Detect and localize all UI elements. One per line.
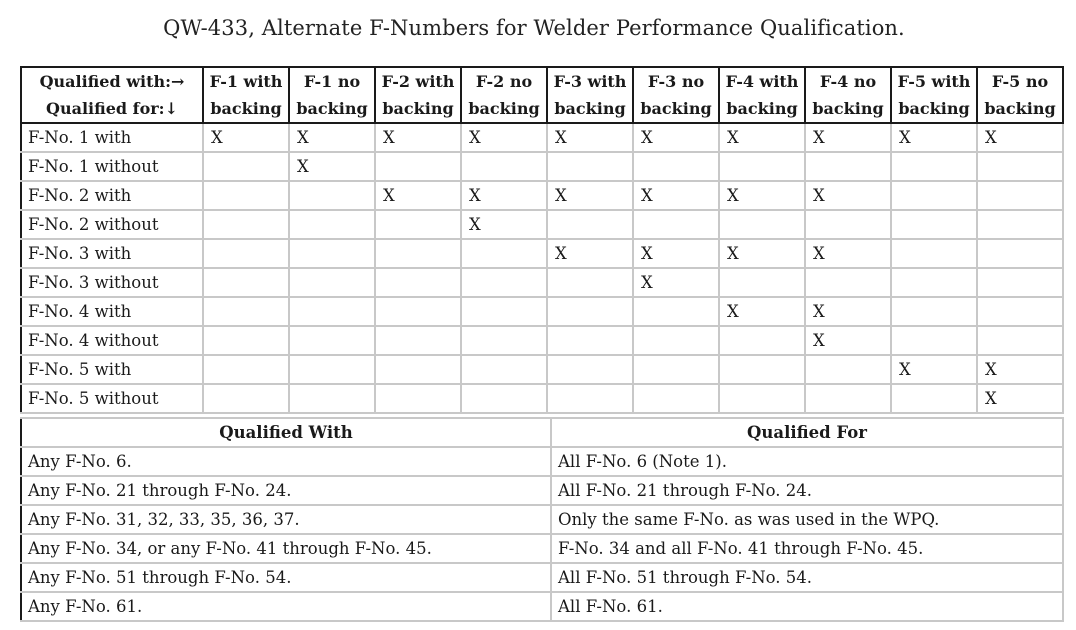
qualification-cell	[547, 355, 633, 384]
column-header	[719, 67, 805, 123]
qualified-for-cell: All F-No. 61.	[551, 592, 1063, 621]
page-title: QW-433, Alternate F-Numbers for Welder Performance Qualification.	[163, 16, 905, 40]
qualification-cell	[891, 152, 977, 181]
qualification-cell	[461, 268, 547, 297]
column-header	[977, 67, 1063, 123]
qualified-for-cell: All F-No. 6 (Note 1).	[551, 447, 1063, 476]
column-header-line2: backing	[984, 99, 1056, 118]
qualification-cell	[891, 181, 977, 210]
qualification-matrix-table	[20, 66, 1064, 414]
matrix-row	[21, 123, 1063, 152]
qualification-cell: X	[891, 355, 977, 384]
qualification-cell	[203, 181, 289, 210]
qualification-cell	[289, 297, 375, 326]
qualification-cell	[633, 210, 719, 239]
qualification-cell: X	[633, 239, 719, 268]
qualification-cell: X	[977, 384, 1063, 413]
alternate-f-numbers-table	[20, 417, 1064, 622]
alternate-row	[21, 592, 1063, 621]
qualification-cell: X	[977, 123, 1063, 152]
qualification-cell	[977, 268, 1063, 297]
matrix-row	[21, 355, 1063, 384]
qualification-cell	[891, 326, 977, 355]
qualification-cell	[719, 268, 805, 297]
qualification-cell: X	[547, 239, 633, 268]
qualification-cell: X	[719, 239, 805, 268]
alternate-row	[21, 563, 1063, 592]
corner-qualified-with: Qualified with:→	[39, 72, 185, 91]
qualification-cell	[891, 384, 977, 413]
column-header	[891, 67, 977, 123]
qualification-cell: X	[289, 152, 375, 181]
qualification-cell	[203, 384, 289, 413]
qualification-cell	[461, 152, 547, 181]
column-header	[203, 67, 289, 123]
qualification-cell: X	[203, 123, 289, 152]
qualified-with-cell: Any F-No. 21 through F-No. 24.	[21, 476, 551, 505]
qualification-cell	[203, 355, 289, 384]
column-header-line1: F-2 with	[381, 72, 455, 91]
qualification-cell: X	[633, 268, 719, 297]
matrix-row	[21, 239, 1063, 268]
qualification-cell	[375, 297, 461, 326]
qualification-cell	[203, 326, 289, 355]
row-label: F-No. 4 without	[21, 326, 203, 355]
matrix-row	[21, 268, 1063, 297]
qualification-cell	[461, 239, 547, 268]
qualification-cell	[289, 210, 375, 239]
qualification-cell: X	[375, 181, 461, 210]
qualification-cell	[289, 239, 375, 268]
qualification-cell: X	[719, 297, 805, 326]
column-header	[461, 67, 547, 123]
qualification-cell	[375, 355, 461, 384]
column-header-line1: F-4 no	[819, 72, 877, 91]
qualification-cell	[547, 152, 633, 181]
qualification-cell	[375, 152, 461, 181]
row-label: F-No. 2 with	[21, 181, 203, 210]
qualified-for-cell: All F-No. 21 through F-No. 24.	[551, 476, 1063, 505]
qualification-cell	[633, 384, 719, 413]
qualification-cell: X	[547, 181, 633, 210]
qualification-cell: X	[547, 123, 633, 152]
column-header-line1: F-5 with	[897, 72, 971, 91]
matrix-row	[21, 181, 1063, 210]
qualified-with-cell: Any F-No. 51 through F-No. 54.	[21, 563, 551, 592]
qualification-cell	[461, 355, 547, 384]
alternate-body	[21, 447, 1063, 621]
row-label: F-No. 5 without	[21, 384, 203, 413]
qualification-cell: X	[805, 297, 891, 326]
column-header-line2: backing	[554, 99, 626, 118]
qualification-cell	[289, 181, 375, 210]
alternate-row	[21, 476, 1063, 505]
qualification-cell	[805, 384, 891, 413]
alternate-row	[21, 447, 1063, 476]
matrix-row	[21, 384, 1063, 413]
qualification-cell: X	[977, 355, 1063, 384]
matrix-body	[21, 123, 1063, 413]
qualification-cell	[203, 268, 289, 297]
column-header-line1: F-1 no	[303, 72, 361, 91]
qualification-cell	[461, 297, 547, 326]
column-header-line2: backing	[210, 99, 282, 118]
qualification-cell: X	[805, 239, 891, 268]
column-header-line1: F-3 with	[553, 72, 627, 91]
qualification-cell	[805, 268, 891, 297]
qualification-cell: X	[461, 210, 547, 239]
column-header	[633, 67, 719, 123]
qualification-cell	[719, 152, 805, 181]
row-label: F-No. 1 without	[21, 152, 203, 181]
qualification-cell	[375, 268, 461, 297]
qualification-cell: X	[289, 123, 375, 152]
qualification-cell: X	[805, 181, 891, 210]
qualified-for-cell: All F-No. 51 through F-No. 54.	[551, 563, 1063, 592]
matrix-row	[21, 297, 1063, 326]
qualification-cell	[805, 152, 891, 181]
row-label: F-No. 3 without	[21, 268, 203, 297]
qualification-cell	[977, 239, 1063, 268]
matrix-corner-header	[21, 67, 203, 123]
alternate-header-row	[21, 418, 1063, 447]
qualification-cell: X	[805, 326, 891, 355]
qualification-cell: X	[461, 123, 547, 152]
qualification-cell: X	[375, 123, 461, 152]
qualification-cell	[203, 152, 289, 181]
column-header	[289, 67, 375, 123]
qualified-for-cell: Only the same F-No. as was used in the WPQ.	[551, 505, 1063, 534]
matrix-header-row	[21, 67, 1063, 123]
row-label: F-No. 1 with	[21, 123, 203, 152]
qualification-cell: X	[461, 181, 547, 210]
matrix-row	[21, 326, 1063, 355]
corner-qualified-for: Qualified for:↓	[46, 99, 178, 118]
qualification-cell	[547, 297, 633, 326]
qualification-cell	[203, 210, 289, 239]
qualification-cell	[375, 384, 461, 413]
column-header-line2: backing	[296, 99, 368, 118]
qualified-for-header: Qualified For	[551, 418, 1063, 447]
qualification-cell	[375, 210, 461, 239]
column-header-line1: F-2 no	[475, 72, 533, 91]
qualification-cell: X	[719, 181, 805, 210]
qualified-with-cell: Any F-No. 34, or any F-No. 41 through F-No. 45.	[21, 534, 551, 563]
qualification-cell	[547, 210, 633, 239]
qualification-cell	[977, 181, 1063, 210]
qualification-cell	[203, 297, 289, 326]
qualification-cell	[203, 239, 289, 268]
qualification-cell: X	[633, 123, 719, 152]
qualified-with-header: Qualified With	[21, 418, 551, 447]
qualification-cell	[891, 210, 977, 239]
column-header-line2: backing	[726, 99, 798, 118]
row-label: F-No. 3 with	[21, 239, 203, 268]
qualification-cell	[805, 355, 891, 384]
qualification-cell	[633, 152, 719, 181]
qualified-with-cell: Any F-No. 31, 32, 33, 35, 36, 37.	[21, 505, 551, 534]
qualification-cell	[289, 326, 375, 355]
qualification-cell	[891, 268, 977, 297]
row-label: F-No. 2 without	[21, 210, 203, 239]
qualification-cell	[719, 210, 805, 239]
matrix-row	[21, 152, 1063, 181]
qualification-cell	[633, 326, 719, 355]
matrix-row	[21, 210, 1063, 239]
column-header-line2: backing	[640, 99, 712, 118]
qualification-cell: X	[719, 123, 805, 152]
qualification-cell	[547, 384, 633, 413]
qualification-cell: X	[805, 123, 891, 152]
qualification-cell	[977, 297, 1063, 326]
qualification-cell	[977, 326, 1063, 355]
qualification-cell	[719, 355, 805, 384]
alternate-row	[21, 534, 1063, 563]
qualification-cell	[977, 210, 1063, 239]
column-header	[375, 67, 461, 123]
qualified-with-cell: Any F-No. 61.	[21, 592, 551, 621]
qualification-cell	[977, 152, 1063, 181]
qualification-cell	[633, 297, 719, 326]
column-header-line2: backing	[468, 99, 540, 118]
qualification-cell	[289, 384, 375, 413]
column-header-line1: F-1 with	[209, 72, 283, 91]
qualification-cell	[289, 355, 375, 384]
row-label: F-No. 4 with	[21, 297, 203, 326]
qualified-with-cell: Any F-No. 6.	[21, 447, 551, 476]
qualification-cell	[461, 326, 547, 355]
qualified-for-cell: F-No. 34 and all F-No. 41 through F-No. 45.	[551, 534, 1063, 563]
column-header	[547, 67, 633, 123]
qualification-cell	[719, 326, 805, 355]
qualification-cell: X	[633, 181, 719, 210]
row-label: F-No. 5 with	[21, 355, 203, 384]
qualification-cell	[633, 355, 719, 384]
qualification-cell	[461, 384, 547, 413]
column-header-line2: backing	[898, 99, 970, 118]
column-header-line1: F-3 no	[647, 72, 705, 91]
column-header-line2: backing	[382, 99, 454, 118]
alternate-row	[21, 505, 1063, 534]
column-header-line2: backing	[812, 99, 884, 118]
qualification-cell	[547, 268, 633, 297]
qualification-cell	[547, 326, 633, 355]
qualification-cell: X	[891, 123, 977, 152]
qualification-cell	[375, 239, 461, 268]
qualification-cell	[289, 268, 375, 297]
column-header-line1: F-5 no	[991, 72, 1049, 91]
qualification-cell	[375, 326, 461, 355]
qualification-cell	[805, 210, 891, 239]
qualification-cell	[891, 297, 977, 326]
column-header	[805, 67, 891, 123]
column-header-line1: F-4 with	[725, 72, 799, 91]
qualification-cell	[891, 239, 977, 268]
qualification-cell	[719, 384, 805, 413]
